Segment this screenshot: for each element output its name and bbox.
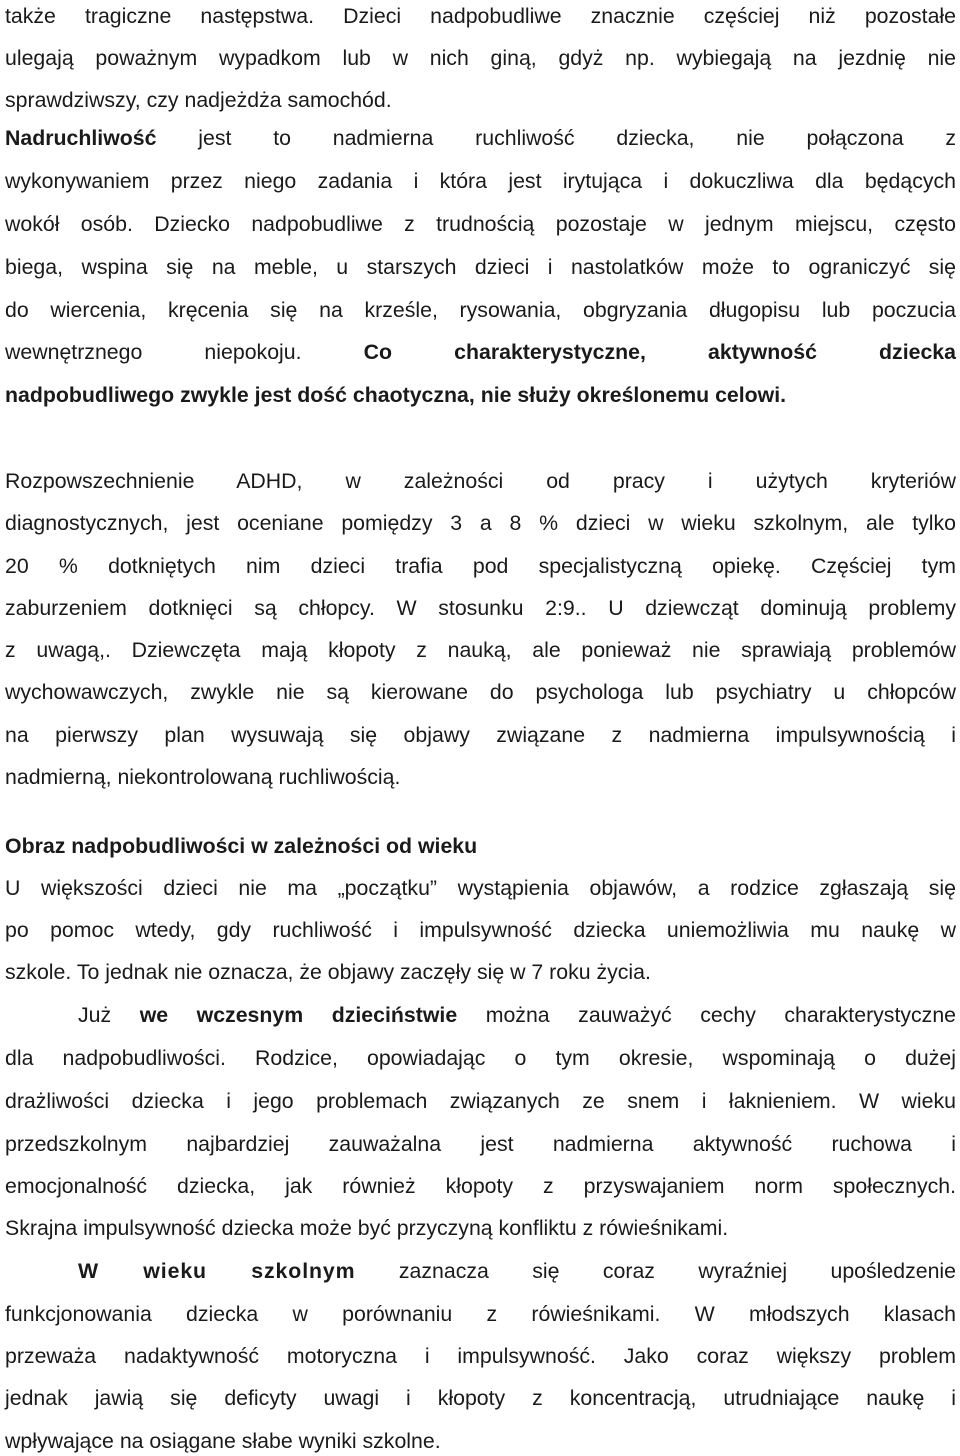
paragraph-line: nadmierną, niekontrolowaną ruchliwością. — [5, 765, 401, 789]
paragraph-line: z uwagą,. Dziewczęta mają kłopoty z nauką, ale ponieważ nie sprawiają problemów — [5, 638, 956, 662]
paragraph-line — [78, 1256, 956, 1286]
paragraph-line: szkole. To jednak nie oznacza, że objawy zaczęły się w 7 roku życia. — [5, 960, 651, 984]
text-span: Już — [78, 1003, 140, 1027]
paragraph-line: przedszkolnym najbardziej zauważalna jest nadmierna aktywność ruchowa i — [5, 1132, 956, 1156]
paragraph-line — [5, 380, 956, 410]
paragraph-line: dla nadpobudliwości. Rodzice, opowiadając o tym okresie, wspominają o dużej — [5, 1046, 956, 1070]
paragraph-line: ulegają poważnym wypadkom lub w nich giną, gdyż np. wybiegają na jezdnię nie — [5, 46, 956, 70]
paragraph-line: 20 % dotkniętych nim dzieci trafia pod specjalistyczną opiekę. Częściej tym — [5, 554, 956, 578]
paragraph-line — [5, 123, 956, 153]
paragraph-line: diagnostycznych, jest oceniane pomiędzy 3 a 8 % dzieci w wieku szkolnym, ale tylko — [5, 511, 956, 535]
emphasis-bold: we wczesnym dzieciństwie — [139, 1003, 458, 1027]
paragraph-line: zaburzeniem dotknięci są chłopcy. W stosunku 2:9.. U dziewcząt dominują problemy — [5, 596, 956, 620]
paragraph-line: sprawdziwszy, czy nadjeżdża samochód. — [5, 88, 392, 112]
paragraph-line: biega, wspina się na meble, u starszych dzieci i nastolatków może to ograniczyć się — [5, 255, 956, 279]
paragraph-line: także tragiczne następstwa. Dzieci nadpobudliwe znacznie częściej niż pozostałe — [5, 4, 956, 28]
paragraph-line: emocjonalność dziecka, jak również kłopoty z przyswajaniem norm społecznych. — [5, 1174, 956, 1198]
term-bold: Nadruchliwość — [5, 126, 157, 150]
text-span: można zauważyć cechy charakterystyczne — [457, 1003, 957, 1027]
text-span: wewnętrznego niepokoju. — [5, 340, 302, 364]
paragraph-line: przeważa nadaktywność motoryczna i impulsywność. Jako coraz większy problem — [5, 1344, 956, 1368]
paragraph-line: U większości dzieci nie ma „początku” wystąpienia objawów, a rodzice zgłaszają się — [5, 876, 956, 900]
paragraph-line: wpływające na osiągane słabe wyniki szkolne. — [5, 1429, 441, 1453]
paragraph-line: funkcjonowania dziecka w porównaniu z rówieśnikami. W młodszych klasach — [5, 1302, 956, 1326]
paragraph-line: po pomoc wtedy, gdy ruchliwość i impulsywność dziecka uniemożliwia mu naukę w — [5, 918, 956, 942]
paragraph-line: wokół osób. Dziecko nadpobudliwe z trudnością pozostaje w jednym miejscu, często — [5, 212, 956, 236]
section-heading: Obraz nadpobudliwości w zależności od wieku — [5, 834, 478, 858]
paragraph-line: wychowawczych, zwykle nie są kierowane do psychologa lub psychiatry u chłopców — [5, 680, 956, 704]
paragraph-line: jednak jawią się deficyty uwagi i kłopoty z koncentracją, utrudniające naukę i — [5, 1386, 956, 1410]
paragraph-line: Rozpowszechnienie ADHD, w zależności od pracy i użytych kryteriów — [5, 469, 956, 493]
text-span: zaznacza się coraz wyraźniej upośledzenie — [355, 1259, 956, 1283]
emphasis-bold: Co charakterystyczne, aktywność dziecka — [301, 340, 956, 364]
text-span: jest to nadmierna ruchliwość dziecka, nie połączona z — [156, 126, 956, 150]
emphasis-bold: W wieku szkolnym — [78, 1259, 356, 1283]
paragraph-line — [78, 1000, 956, 1030]
paragraph-line: drażliwości dziecka i jego problemach związanych ze snem i łaknieniem. W wieku — [5, 1089, 956, 1113]
paragraph-line — [5, 337, 956, 367]
paragraph-line: wykonywaniem przez niego zadania i która jest irytująca i dokuczliwa dla będących — [5, 169, 956, 193]
paragraph-line: Skrajna impulsywność dziecka może być przyczyną konfliktu z rówieśnikami. — [5, 1216, 729, 1240]
paragraph-line: na pierwszy plan wysuwają się objawy związane z nadmierna impulsywnością i — [5, 723, 956, 747]
paragraph-line: do wiercenia, kręcenia się na krześle, rysowania, obgryzania długopisu lub poczucia — [5, 298, 956, 322]
emphasis-bold: nadpobudliwego zwykle jest dość chaotyczna, nie służy określonemu celowi. — [5, 383, 787, 407]
